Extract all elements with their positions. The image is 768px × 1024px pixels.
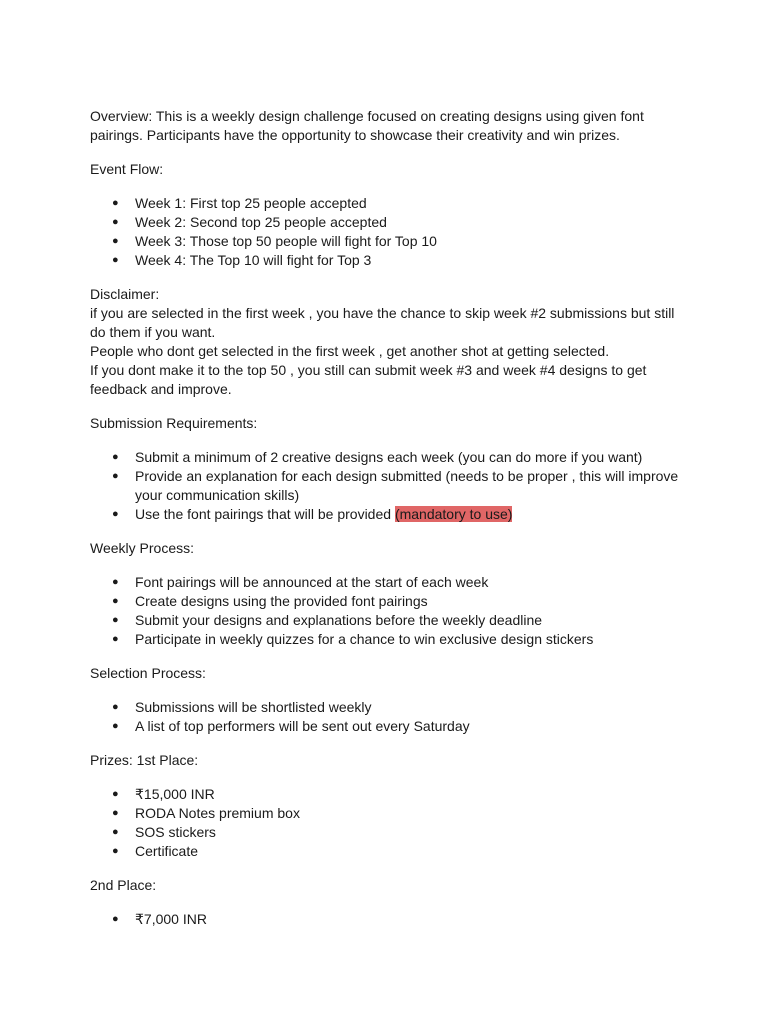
first-place-list — [90, 785, 680, 861]
list-item: ● Submissions will be shortlisted weekly — [90, 698, 680, 717]
list-item: ● ₹15,000 INR — [90, 785, 680, 804]
list-item: ● Participate in weekly quizzes for a chance to win exclusive design stickers — [90, 630, 680, 649]
list-item: ● SOS stickers — [90, 823, 680, 842]
list-item: ● ₹7,000 INR — [90, 910, 680, 929]
event-flow-heading: Event Flow: — [90, 161, 164, 177]
weekly-process-heading: Weekly Process: — [90, 540, 194, 556]
list-item: ● Font pairings will be announced at the start of each week — [90, 573, 680, 592]
weekly-process-list — [90, 573, 680, 649]
submission-list — [90, 448, 680, 524]
second-place-heading: 2nd Place: — [90, 877, 157, 893]
list-item: ● Submit your designs and explanations before the weekly deadline — [90, 611, 680, 630]
list-item-text: Use the font pairings that will be provided — [135, 506, 395, 522]
list-item: ● RODA Notes premium box — [90, 804, 680, 823]
selection-list — [90, 698, 680, 736]
second-place-list — [90, 910, 680, 929]
document-body — [90, 107, 680, 929]
list-item: ● Week 4: The Top 10 will fight for Top 3 — [90, 251, 680, 270]
list-item: ● Week 3: Those top 50 people will fight for Top 10 — [90, 232, 680, 251]
disclaimer-line: People who dont get selected in the first week , get another shot at getting selected. — [90, 343, 610, 359]
list-item: ● Week 1: First top 25 people accepted — [90, 194, 680, 213]
event-flow-list — [90, 194, 680, 270]
mandatory-highlight: (mandatory to use) — [394, 506, 513, 522]
list-item: ● Submit a minimum of 2 creative designs each week (you can do more if you want) — [90, 448, 680, 467]
list-item: ● A list of top performers will be sent out every Saturday — [90, 717, 680, 736]
list-item — [90, 505, 680, 524]
overview-paragraph: Overview: This is a weekly design challenge focused on creating designs using given font pairings. Participants have the opportunity to showcase their creativity and win prizes. — [90, 108, 644, 143]
list-item: ● Create designs using the provided font pairings — [90, 592, 680, 611]
list-item: ● Certificate — [90, 842, 680, 861]
list-item: ● Provide an explanation for each design submitted (needs to be proper , this will improve your communication skills) — [90, 467, 680, 505]
list-item: ● Week 2: Second top 25 people accepted — [90, 213, 680, 232]
disclaimer-line: If you dont make it to the top 50 , you still can submit week #3 and week #4 designs to get feedback and improve. — [90, 362, 647, 397]
disclaimer-heading: Disclaimer: — [90, 286, 160, 302]
prizes-heading: Prizes: 1st Place: — [90, 752, 199, 768]
selection-heading: Selection Process: — [90, 665, 206, 681]
submission-heading: Submission Requirements: — [90, 415, 258, 431]
disclaimer-line: if you are selected in the first week , you have the chance to skip week #2 submissions but still do them if you want. — [90, 305, 675, 340]
